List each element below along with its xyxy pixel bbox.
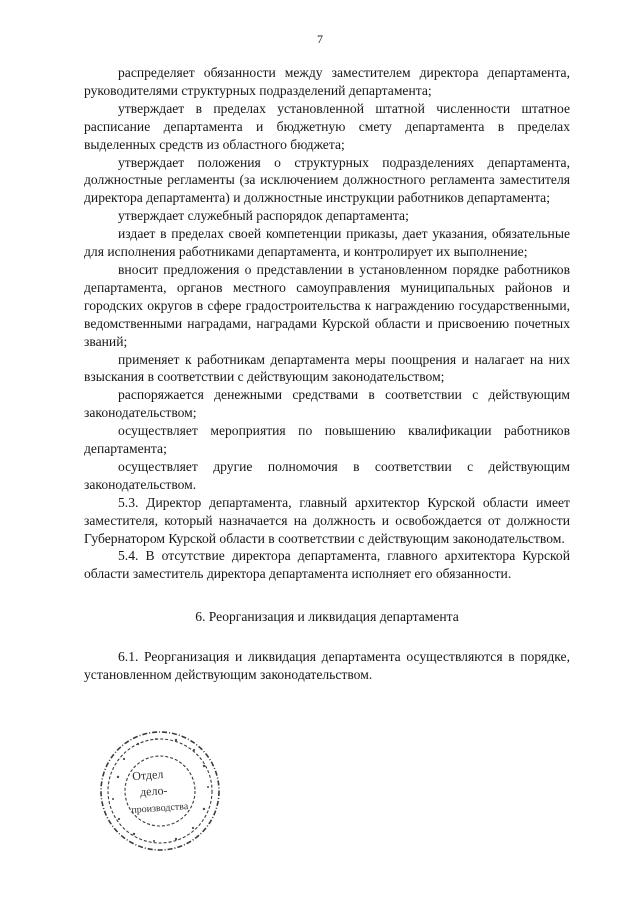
paragraph: осуществляет мероприятия по повышению квалификации работников департамента; (84, 423, 570, 457)
stamp-line-3: производства (131, 801, 189, 816)
paragraph: утверждает положения о структурных подразделениях департамента, должностные регламенты (за исключением должностного регламента заместителя директора департамента) и должностные инструкции работников департамента; (84, 154, 570, 206)
paragraph: утверждает служебный распорядок департамента; (118, 208, 409, 224)
paragraph: распоряжается денежными средствами в соответствии с действующим законодательством; (84, 387, 570, 421)
paragraph: издает в пределах своей компетенции приказы, дает указания, обязательные для исполнения работниками департамента, и контролирует их выполнение; (84, 226, 570, 260)
paragraph: применяет к работникам департамента меры поощрения и налагает на них взыскания в соответствии с действующим законодательством; (84, 351, 570, 385)
paragraph: 5.4. В отсутствие директора департамента, главного архитектора Курской области заместитель директора департамента исполняет его обязанности. (84, 548, 570, 582)
paragraph: 6.1. Реорганизация и ликвидация департамента осуществляются в порядке, установленном действующим законодательством. (84, 649, 570, 683)
paragraph: утверждает в пределах установленной штатной численности штатное расписание департамента и бюджетную смету департамента в пределах выделенных средств из областного бюджета; (84, 100, 570, 152)
paragraph: 5.3. Директор департамента, главный архитектор Курской области имеет заместителя, который назначается на должность и освобождается от должности Губернатором Курской области в соответствии с действующим законодательством. (84, 494, 570, 546)
stamp-line-2: дело- (139, 783, 168, 799)
document-body (84, 64, 570, 684)
section-heading: 6. Реорганизация и ликвидация департамента (195, 609, 459, 625)
paragraph: вносит предложения о представлении в установленном порядке работников департамента, органов местного самоуправления муниципальных районов и городских округов в сфере градостроительства к награждению государственными, ведомственными наградами, наградами Курской области и присвоению почетных званий; (84, 261, 570, 349)
office-stamp (98, 729, 222, 853)
stamp-line-1: Отдел (131, 766, 164, 784)
page-number: 7 (317, 32, 323, 46)
paragraph: распределяет обязанности между заместителем директора департамента, руководителями структурных подразделений департамента; (84, 65, 570, 98)
paragraph: осуществляет другие полномочия в соответствии с действующим законодательством. (84, 458, 570, 492)
